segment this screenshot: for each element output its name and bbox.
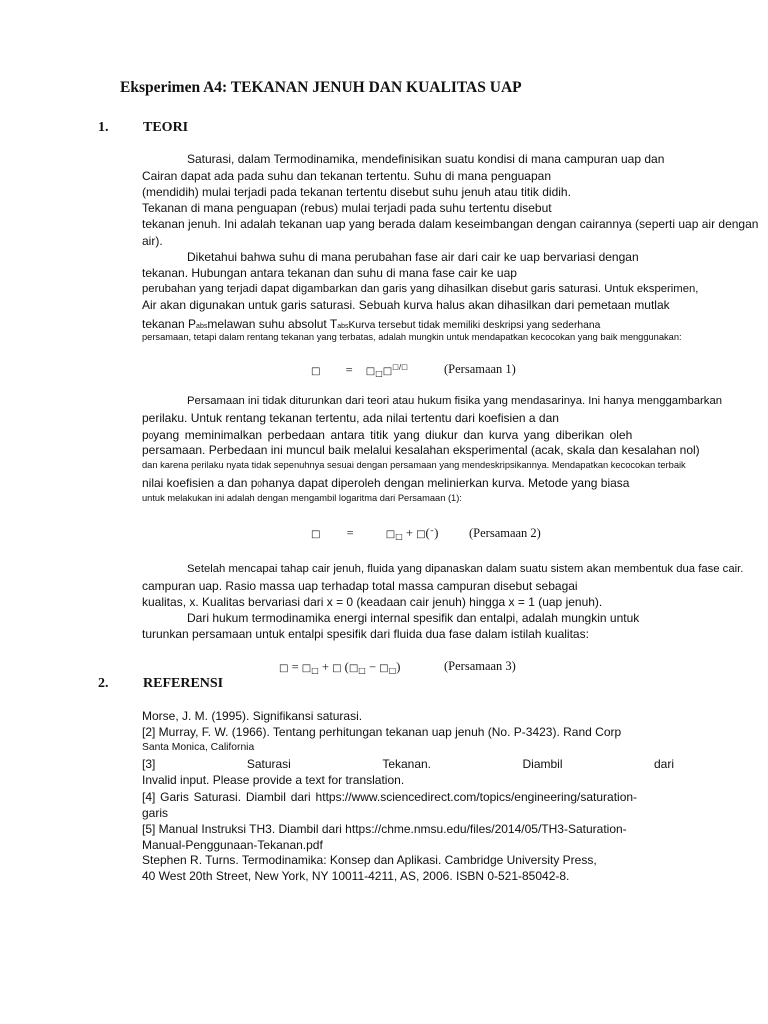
- paragraph-line: [142, 476, 629, 490]
- equation-plus: +: [405, 526, 413, 540]
- equation-3-label: (Persamaan 3): [444, 659, 516, 673]
- text-run: yang meminimalkan perbedaan antara titik yang diukur dan kurva yang diberikan oleh: [153, 428, 633, 442]
- paragraph-line: turunkan persamaan untuk entalpi spesifik dari fluida dua fase dalam istilah kualitas:: [142, 627, 589, 641]
- equation-symbol: □: [332, 663, 342, 674]
- equation-symbol: □: [348, 663, 359, 674]
- paragraph-line: air).: [142, 234, 163, 248]
- equation-subscript: □: [375, 369, 383, 378]
- section-number: 2.: [98, 676, 109, 691]
- reference-item: Manual-Penggunaan-Tekanan.pdf: [142, 838, 323, 852]
- reference-item: Morse, J. M. (1995). Signifikansi saturasi.: [142, 709, 363, 723]
- text-run: Kurva tersebut tidak memiliki deskripsi yang sederhana: [348, 320, 601, 331]
- paragraph-line: untuk melakukan ini adalah dengan mengambil logaritma dari Persamaan (1):: [142, 493, 462, 503]
- equation-paren: (: [344, 660, 349, 674]
- reference-item: Invalid input. Please provide a text for translation.: [142, 773, 405, 787]
- paragraph-line: kualitas, x. Kualitas bervariasi dari x = 0 (keadaan cair jenuh) hingga x = 1 (uap jenuh).: [142, 595, 603, 609]
- reference-word: Tekanan.: [382, 757, 432, 771]
- equation-superscript: □/□: [392, 363, 408, 371]
- equation-2-label: (Persamaan 2): [469, 526, 541, 540]
- reference-word: dari: [653, 757, 674, 771]
- equation-symbol: □: [311, 529, 321, 540]
- equation-equals: =: [345, 363, 353, 377]
- paragraph-line: perubahan yang terjadi dapat digambarkan dan garis yang dihasilkan disebut garis saturasi. Untuk eksperimen,: [142, 283, 699, 295]
- paragraph-line: Tekanan di mana penguapan (rebus) mulai terjadi pada suhu tertentu disebut: [142, 201, 552, 215]
- equation-equals: =: [346, 526, 354, 540]
- equation-paren: (: [425, 526, 430, 540]
- equation-symbol: □: [311, 366, 321, 377]
- paragraph-line: Saturasi, dalam Termodinamika, mendefinisikan suatu kondisi di mana campuran uap dan: [187, 152, 665, 166]
- text-run: p: [142, 428, 149, 442]
- equation-3: [279, 660, 400, 675]
- paragraph-line: perilaku. Untuk rentang tekanan tertentu, ada nilai tertentu dari koefisien a dan: [142, 411, 559, 425]
- equation-minus: −: [368, 660, 377, 674]
- equation-symbol: □: [382, 366, 393, 377]
- paragraph-line: persamaan. Perbedaan ini muncul baik melalui kesalahan eksperimental (acak, skala dan kesalahan nol): [142, 443, 700, 457]
- equation-paren: ): [396, 660, 401, 674]
- equation-subscript: □: [395, 532, 403, 541]
- subscript: abs: [337, 323, 349, 330]
- paragraph-line: Persamaan ini tidak diturunkan dari teori atau hukum fisika yang mendasarinya. Ini hanya menggambarkan: [187, 395, 723, 407]
- reference-word: Saturasi: [246, 757, 291, 771]
- equation-symbol: □: [301, 663, 312, 674]
- equation-subscript: □: [311, 666, 319, 675]
- equation-symbol: □: [416, 529, 426, 540]
- reference-item: Santa Monica, California: [142, 742, 255, 753]
- reference-item: [5] Manual Instruksi TH3. Diambil dari https://chme.nmsu.edu/files/2014/05/TH3-Saturation-: [142, 822, 627, 836]
- equation-symbol: □: [379, 663, 389, 674]
- equation-subscript: □: [358, 666, 366, 675]
- paragraph-line: Dari hukum termodinamika energi internal spesifik dan entalpi, adalah mungkin untuk: [187, 611, 640, 625]
- equation-1-label: (Persamaan 1): [444, 362, 516, 376]
- paragraph-line: campuran uap. Rasio massa uap terhadap total massa campuran disebut sebagai: [142, 579, 578, 593]
- paragraph-line: tekanan. Hubungan antara tekanan dan suhu di mana fase cair ke uap: [142, 266, 517, 280]
- subscript: 0: [148, 432, 154, 441]
- equation-1: [311, 363, 408, 378]
- subscript: 0: [257, 480, 262, 489]
- paragraph-line: dan karena perilaku nyata tidak sepenuhnya sesuai dengan persamaan yang mendeskripsikannya. Mendapatkan kecocokan terbaik: [142, 460, 686, 470]
- equation-paren: ): [434, 526, 439, 540]
- document-title: Eksperimen A4: TEKANAN JENUH DAN KUALITAS UAP: [120, 79, 522, 96]
- paragraph-line: [142, 428, 632, 442]
- paragraph-line: Diketahui bahwa suhu di mana perubahan fase air dari cair ke uap bervariasi dengan: [187, 250, 639, 264]
- paragraph-line: tekanan jenuh. Ini adalah tekanan uap yang berada dalam keseimbangan dengan cairannya (seperti uap air dengan: [142, 217, 759, 231]
- subscript: abs: [196, 323, 208, 330]
- equation-subscript: □: [388, 666, 397, 675]
- reference-word: Diambil: [522, 757, 563, 771]
- section-title: REFERENSI: [143, 676, 224, 691]
- paragraph-line: Cairan dapat ada pada suhu dan tekanan tertentu. Suhu di mana penguapan: [142, 169, 551, 183]
- paragraph-line: Air akan digunakan untuk garis saturasi. Sebuah kurva halus akan dihasilkan dari pemetaan mutlak: [142, 298, 670, 312]
- reference-item: garis: [142, 806, 169, 820]
- equation-plus: +: [321, 660, 329, 674]
- reference-item: [2] Murray, F. W. (1966). Tentang perhitungan tekanan uap jenuh (No. P-3423). Rand Corp: [142, 725, 622, 739]
- reference-item: [4] Garis Saturasi. Diambil dari https://www.sciencedirect.com/topics/engineering/saturation-: [142, 790, 638, 804]
- text-run: tekanan P: [142, 317, 197, 331]
- equation-symbol: □: [385, 529, 396, 540]
- paragraph-line: Setelah mencapai tahap cair jenuh, fluida yang dipanaskan dalam suatu sistem akan membentuk dua fase cair.: [187, 563, 744, 575]
- equation-symbol: □: [279, 663, 289, 674]
- reference-item: Stephen R. Turns. Termodinamika: Konsep dan Aplikasi. Cambridge University Press,: [142, 853, 597, 867]
- section-number: 1.: [98, 120, 109, 135]
- paragraph-line: persamaan, tetapi dalam rentang tekanan yang terbatas, adalah mungkin untuk mendapatkan kecocokan yang baik menggunakan:: [142, 332, 682, 342]
- equation-symbol: □: [365, 366, 376, 377]
- text-run: hanya dapat diperoleh dengan melinierkan kurva. Metode yang biasa: [261, 476, 630, 490]
- paragraph-line: [142, 315, 600, 333]
- equation-fraction-bar: ¯: [429, 530, 435, 540]
- reference-word: [3]: [142, 757, 156, 771]
- equation-2: [311, 526, 438, 541]
- text-run: melawan suhu absolut T: [207, 317, 338, 331]
- paragraph-line: (mendidih) mulai terjadi pada tekanan tertentu disebut suhu jenuh atau titik didih.: [142, 185, 571, 199]
- section-title: TEORI: [143, 120, 189, 135]
- equation-equals: =: [291, 660, 299, 674]
- text-run: nilai koefisien a dan p: [142, 476, 258, 490]
- reference-item: [142, 757, 674, 771]
- reference-item: 40 West 20th Street, New York, NY 10011-4211, AS, 2006. ISBN 0-521-85042-8.: [142, 869, 570, 883]
